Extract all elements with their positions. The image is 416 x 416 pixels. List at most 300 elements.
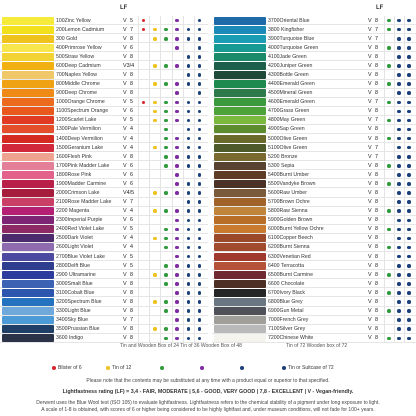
grid-divider [194, 98, 195, 107]
grid-divider [183, 179, 184, 188]
colour-swatch [2, 107, 54, 115]
vegan-flag: V [123, 90, 127, 97]
colour-name: 2700Blue Violet Lake [56, 253, 105, 260]
colour-name: 7100Silver Grey [268, 326, 306, 333]
availability-dot [187, 82, 191, 86]
grid-divider [384, 98, 385, 107]
availability-cells [138, 125, 206, 134]
grid-divider [183, 52, 184, 61]
grid-divider [183, 325, 184, 334]
grid-divider [149, 307, 150, 316]
lightfastness-value: 8 [375, 171, 378, 178]
grid-divider [183, 243, 184, 252]
colour-swatch [2, 325, 54, 333]
grid-divider [384, 316, 385, 325]
availability-cells [138, 25, 206, 34]
colour-swatch [214, 234, 266, 242]
tin-label-right: Tin of 72 Wooden box of 72 [286, 343, 348, 349]
grid-divider [394, 188, 395, 197]
vegan-flag: V [368, 90, 372, 97]
availability-dot [397, 300, 401, 304]
availability-cells [384, 25, 414, 34]
grid-divider [183, 334, 184, 343]
availability-cells [138, 225, 206, 234]
grid-divider [384, 152, 385, 161]
lightfastness-value: 4 [130, 235, 133, 242]
colour-row [0, 307, 208, 316]
availability-dot [407, 19, 411, 23]
grid-divider [183, 16, 184, 25]
availability-dot [175, 101, 179, 105]
grid-divider [194, 34, 195, 43]
lightfastness-value: 5 [130, 99, 133, 106]
availability-dot [175, 37, 179, 41]
legend-item [106, 363, 131, 373]
blue-wool-note-line-1: Derwent uses the Blue Wool test (ISO 105) to evaluate lightfastness. Lightfastness refers to the chemical stability of a pigment under long exposure to light. [36, 400, 380, 406]
colour-row [0, 316, 208, 325]
legend-item [160, 363, 166, 373]
vegan-flag: V [123, 280, 127, 287]
grid-divider [194, 61, 195, 70]
grid-divider [194, 279, 195, 288]
grid-divider [172, 225, 173, 234]
colour-name: 1700Pink Madder Lake [56, 162, 110, 169]
grid-divider [149, 207, 150, 216]
vegan-flag: V [368, 126, 372, 133]
availability-dot [198, 209, 202, 213]
vegan-flag: V [123, 217, 127, 224]
grid-divider [404, 34, 405, 43]
colour-swatch [214, 26, 266, 34]
grid-divider [404, 143, 405, 152]
availability-dot [153, 273, 157, 277]
availability-cells [384, 243, 414, 252]
colour-swatch [214, 153, 266, 161]
availability-cells [384, 116, 414, 125]
grid-divider [160, 25, 161, 34]
grid-divider [183, 134, 184, 143]
grid-divider [172, 34, 173, 43]
lightfastness-value: 7 [375, 26, 378, 33]
lf-column-header: LF [120, 5, 128, 11]
lightfastness-value: 8 [375, 335, 378, 342]
availability-cells [138, 89, 206, 98]
colour-row [212, 89, 416, 98]
grid-divider [160, 198, 161, 207]
availability-cells [384, 307, 414, 316]
colour-swatch [214, 180, 266, 188]
availability-dot [407, 291, 411, 295]
blue-wool-note-line-2: A scale of 1-8 is obtained, with scores of 6 or higher being considered to be highly lightfast and, under museum conditions, will not fade for 100+ years. [41, 407, 375, 413]
grid-divider [183, 279, 184, 288]
availability-cells [138, 316, 206, 325]
grid-divider [183, 297, 184, 306]
colour-swatch [214, 207, 266, 215]
lightfastness-value: 5 [130, 226, 133, 233]
grid-divider [138, 334, 139, 343]
grid-divider [149, 134, 150, 143]
grid-divider [160, 279, 161, 288]
availability-dot [187, 55, 191, 59]
grid-divider [394, 70, 395, 79]
colour-swatch [2, 62, 54, 70]
vegan-flag: V [368, 271, 372, 278]
grid-divider [138, 225, 139, 234]
grid-divider [394, 107, 395, 116]
grid-divider [138, 216, 139, 225]
grid-divider [404, 70, 405, 79]
grid-divider [384, 161, 385, 170]
lightfastness-value: 8 [130, 53, 133, 60]
colour-row [212, 198, 416, 207]
grid-divider [384, 243, 385, 252]
colour-name: 6000Burnt Yellow Ochre [268, 226, 324, 233]
colour-swatch [2, 98, 54, 106]
grid-divider [404, 89, 405, 98]
colour-swatch [214, 298, 266, 306]
availability-dot [198, 282, 202, 286]
grid-divider [160, 297, 161, 306]
colour-swatch [214, 44, 266, 52]
grid-divider [172, 334, 173, 343]
grid-divider [194, 261, 195, 270]
grid-divider [172, 134, 173, 143]
grid-divider [138, 161, 139, 170]
availability-dot [407, 237, 411, 241]
grid-divider [394, 125, 395, 134]
grid-divider [183, 70, 184, 79]
availability-cells [138, 52, 206, 61]
grid-divider [194, 143, 195, 152]
availability-dot [164, 28, 168, 32]
grid-divider [183, 225, 184, 234]
availability-dot [187, 137, 191, 141]
availability-dot [198, 246, 202, 250]
availability-dot [397, 82, 401, 86]
grid-divider [394, 161, 395, 170]
availability-dot [164, 309, 168, 313]
colour-swatch [214, 144, 266, 152]
grid-divider [138, 25, 139, 34]
availability-cells [138, 261, 206, 270]
availability-dot [407, 101, 411, 105]
availability-cells [384, 161, 414, 170]
colour-row [212, 125, 416, 134]
vegan-flag: V [368, 99, 372, 106]
grid-divider [384, 307, 385, 316]
grid-divider [138, 261, 139, 270]
availability-dot [407, 200, 411, 204]
colour-name: 6500Burnt Carmine [268, 271, 313, 278]
availability-cells [138, 279, 206, 288]
grid-divider [404, 234, 405, 243]
grid-divider [172, 43, 173, 52]
availability-dot [397, 101, 401, 105]
lightfastness-value: 6 [130, 171, 133, 178]
availability-dot [407, 219, 411, 223]
vegan-flag: V [123, 262, 127, 269]
availability-dot [164, 282, 168, 286]
grid-divider [384, 261, 385, 270]
availability-dot [198, 327, 202, 331]
availability-dot [153, 237, 157, 241]
grid-divider [138, 61, 139, 70]
lightfastness-value: 8 [375, 126, 378, 133]
colour-swatch [214, 162, 266, 170]
colour-name: 7000French Grey [268, 317, 309, 324]
colour-row [0, 116, 208, 125]
availability-dot [407, 246, 411, 250]
grid-divider [394, 261, 395, 270]
colour-name: 1500Geranium Lake [56, 144, 104, 151]
colour-name: 6100Copper Beech [268, 235, 313, 242]
availability-dot [397, 64, 401, 68]
colour-swatch [214, 262, 266, 270]
colour-swatch [2, 162, 54, 170]
colour-swatch [214, 325, 266, 333]
vegan-flag: V [123, 308, 127, 314]
colour-row [0, 161, 208, 170]
grid-divider [172, 316, 173, 325]
vegan-flag: V [123, 53, 127, 60]
availability-dot [198, 318, 202, 322]
availability-cells [384, 152, 414, 161]
grid-divider [138, 89, 139, 98]
grid-divider [394, 116, 395, 125]
grid-divider [183, 316, 184, 325]
colour-swatch [2, 171, 54, 179]
colour-swatch [214, 225, 266, 233]
lightfastness-value: 8 [375, 326, 378, 333]
lightfastness-value: 8 [375, 217, 378, 224]
availability-dot [407, 209, 411, 213]
vegan-flag: V [368, 217, 372, 224]
grid-divider [183, 216, 184, 225]
colour-row [0, 25, 208, 34]
legend-item [240, 363, 246, 373]
colour-row [212, 34, 416, 43]
availability-dot [387, 337, 391, 341]
vegan-flag: V [123, 226, 127, 233]
left-colour-column [0, 5, 208, 343]
availability-cells [138, 61, 206, 70]
grid-divider [149, 89, 150, 98]
availability-dot [407, 282, 411, 286]
availability-cells [138, 134, 206, 143]
availability-dot [187, 318, 191, 322]
availability-dot [407, 82, 411, 86]
grid-divider [394, 34, 395, 43]
vegan-flag: V [368, 117, 372, 124]
grid-divider [394, 325, 395, 334]
colour-row [212, 334, 416, 343]
availability-dot [397, 337, 401, 341]
colour-row [212, 80, 416, 89]
availability-dot [407, 300, 411, 304]
availability-cells [384, 216, 414, 225]
left-row-list [0, 16, 208, 343]
vegan-flag: V [123, 253, 127, 260]
lightfastness-value: 8 [130, 71, 133, 78]
colour-row [0, 107, 208, 116]
availability-dot [187, 28, 191, 32]
availability-dot [187, 291, 191, 295]
availability-cells [138, 270, 206, 279]
colour-row [0, 34, 208, 43]
grid-divider [404, 52, 405, 61]
grid-divider [404, 179, 405, 188]
grid-divider [149, 198, 150, 207]
availability-cells [138, 98, 206, 107]
lightfastness-value: 8 [375, 17, 378, 24]
grid-divider [384, 279, 385, 288]
grid-divider [183, 234, 184, 243]
grid-divider [149, 216, 150, 225]
availability-dot [164, 155, 168, 159]
colour-swatch [214, 125, 266, 133]
colour-row [0, 143, 208, 152]
grid-divider [394, 25, 395, 34]
availability-dot [407, 309, 411, 313]
availability-dot [387, 28, 391, 32]
vegan-flag: V [368, 180, 372, 187]
colour-row [0, 334, 208, 343]
grid-divider [404, 61, 405, 70]
availability-cells [384, 207, 414, 216]
availability-dot [198, 55, 202, 59]
availability-cells [384, 198, 414, 207]
colour-row [212, 70, 416, 79]
colour-name: 6900Gun Metal [268, 308, 304, 314]
vegan-flag: V [123, 153, 127, 160]
grid-divider [394, 252, 395, 261]
grid-divider [149, 334, 150, 343]
grid-divider [138, 80, 139, 89]
availability-dot [198, 101, 202, 105]
colour-row [212, 161, 416, 170]
grid-divider [404, 243, 405, 252]
availability-dot [187, 300, 191, 304]
colour-name: 4600Emerald Green [268, 99, 315, 106]
colour-swatch [2, 334, 54, 342]
grid-divider [149, 179, 150, 188]
availability-dot [187, 273, 191, 277]
availability-dot [164, 137, 168, 141]
grid-divider [172, 89, 173, 98]
availability-dot [198, 46, 202, 50]
availability-dot [198, 173, 202, 177]
availability-dot [198, 146, 202, 150]
availability-cells [384, 316, 414, 325]
colour-swatch [214, 253, 266, 261]
availability-dot [175, 82, 179, 86]
availability-cells [384, 188, 414, 197]
grid-divider [160, 288, 161, 297]
colour-row [212, 152, 416, 161]
colour-name: 5700Brown Ochre [268, 199, 310, 206]
colour-swatch [2, 280, 54, 288]
availability-dot [153, 327, 157, 331]
lightfastness-value: 8 [375, 189, 378, 196]
grid-divider [138, 279, 139, 288]
colour-name: 6800Blue Grey [268, 298, 303, 305]
availability-cells [138, 34, 206, 43]
grid-divider [183, 80, 184, 89]
availability-dot [142, 19, 146, 23]
availability-dot [198, 300, 202, 304]
availability-dot [153, 37, 157, 41]
colour-row [0, 325, 208, 334]
availability-dot [187, 182, 191, 186]
availability-cells [384, 143, 414, 152]
availability-dot [175, 228, 179, 232]
availability-dot [153, 300, 157, 304]
legend-label: Tin of 12 [112, 365, 132, 371]
grid-divider [394, 270, 395, 279]
right-row-list [212, 16, 416, 343]
availability-dot [407, 37, 411, 41]
availability-dot [164, 237, 168, 241]
lightfastness-value: 7 [375, 144, 378, 151]
availability-cells [384, 80, 414, 89]
grid-divider [404, 170, 405, 179]
grid-divider [160, 234, 161, 243]
colour-row [212, 170, 416, 179]
lightfastness-value: 5 [130, 253, 133, 260]
availability-dot [164, 337, 168, 341]
grid-divider [384, 16, 385, 25]
grid-divider [149, 70, 150, 79]
availability-cells [384, 34, 414, 43]
vegan-flag: V [368, 189, 372, 196]
vegan-flag: V [368, 35, 372, 42]
colour-name: 1100Spectrum Orange [56, 108, 109, 115]
colour-row [212, 252, 416, 261]
grid-divider [404, 80, 405, 89]
grid-divider [404, 43, 405, 52]
grid-divider [160, 170, 161, 179]
vegan-flag: V [368, 244, 372, 251]
colour-swatch [2, 80, 54, 88]
colour-name: 3000Smalt Blue [56, 280, 93, 287]
colour-name: 1400Deep Vermilion [56, 135, 103, 142]
grid-divider [404, 107, 405, 116]
availability-dot [387, 19, 391, 23]
colour-row [212, 270, 416, 279]
colour-name: 200Lemon Cadmium [56, 26, 105, 33]
availability-dot [164, 64, 168, 68]
grid-divider [384, 179, 385, 188]
legend-item [200, 363, 206, 373]
colour-swatch [2, 180, 54, 188]
lightfastness-value: 8 [130, 326, 133, 333]
availability-dot [397, 282, 401, 286]
availability-cells [384, 279, 414, 288]
grid-divider [394, 98, 395, 107]
substitution-note: Please note that the contents may be substituted at any time with a product equal or superior to that specified. [86, 378, 330, 384]
grid-divider [194, 107, 195, 116]
availability-dot [187, 155, 191, 159]
legend-dot [200, 366, 204, 370]
lightfastness-value: 4 [130, 135, 133, 142]
availability-dot [187, 128, 191, 132]
grid-divider [404, 98, 405, 107]
colour-swatch [2, 125, 54, 133]
grid-divider [149, 25, 150, 34]
colour-name: 5800Raw Sienna [268, 208, 308, 215]
grid-divider [149, 325, 150, 334]
vegan-flag: V [368, 235, 372, 242]
